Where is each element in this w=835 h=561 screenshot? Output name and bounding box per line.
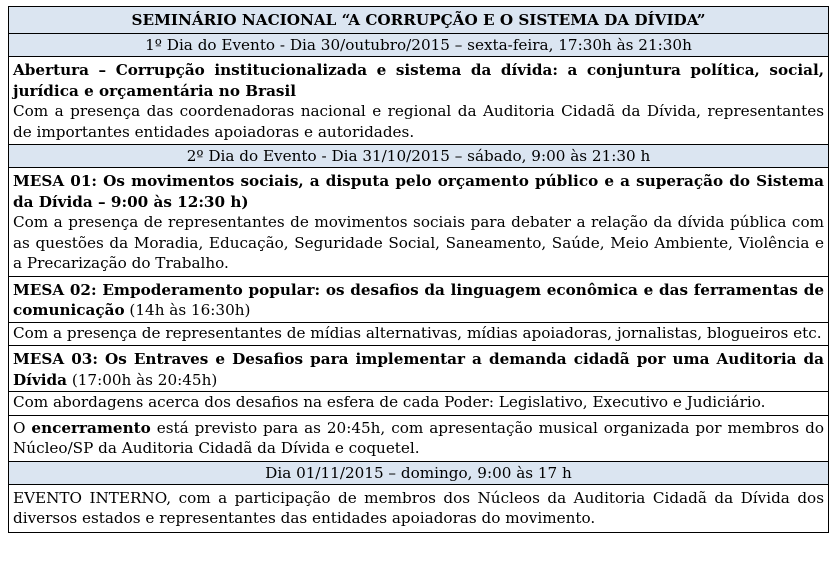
day3-section (9, 485, 828, 532)
mesa2-time: (14h às 16:30h) (124, 301, 251, 319)
mesa3-title: MESA 03: Os Entraves e Desafios para implementar a demanda cidadã por uma Auditoria da Dívida (13, 350, 824, 389)
mesa3-description: Com abordagens acerca dos desafios na esfera de cada Poder: Legislativo, Executivo e Judiciário. (13, 393, 766, 411)
day1-header (9, 34, 828, 57)
mesa2-section (9, 277, 828, 347)
mesa2-description: Com a presença de representantes de mídias alternativas, mídias apoiadoras, jornalistas, blogueiros etc. (13, 323, 822, 342)
mesa2-title: MESA 02: Empoderamento popular: os desafios da linguagem econômica e das ferramentas de comunicação (13, 280, 824, 319)
mesa3-section (9, 346, 828, 416)
mesa3-heading (9, 349, 828, 392)
mesa3-time: (17:00h às 20:45h) (67, 370, 218, 389)
opening-section (9, 57, 828, 145)
day2-header (9, 145, 828, 168)
day2-label: 2º Dia do Evento (186, 147, 317, 165)
day1-detail: - Dia 30/outubro/2015 – sexta-feira, 17:30h às 21:30h (275, 36, 692, 54)
mesa1-description: Com a presença de representantes de movimentos sociais para debater a relação da dívida pública com as questões da Moradia, Educação, Seguridade Social, Saneamento, Saúde, Meio Ambiente, Violência e a Precarização do Trabalho. (13, 213, 824, 272)
day2-detail: - Dia 31/10/2015 – sábado, 9:00 às 21:30 h (316, 147, 651, 165)
mesa1-title: MESA 01: Os movimentos sociais, a disputa pelo orçamento público e a superação do Sistema da Dívida – 9:00 às 12:30 h) (13, 172, 824, 211)
seminar-title: SEMINÁRIO NACIONAL “A CORRUPÇÃO E O SISTEMA DA DÍVIDA” (9, 7, 828, 34)
day1-label: 1º Dia do Evento (145, 36, 276, 54)
day3-header: Dia 01/11/2015 – domingo, 9:00 às 17 h (9, 462, 828, 485)
mesa1-section (9, 168, 828, 277)
day3-description: EVENTO INTERNO, com a participação de membros dos Núcleos da Auditoria Cidadã da Dívida dos diversos estados e representantes das entidades apoiadoras do movimento. (13, 488, 824, 527)
closing-keyword: encerramento (31, 418, 151, 437)
closing-text: está previsto para as 20:45h, com apresentação musical organizada por membros do Núcleo/SP da Auditoria Cidadã da Dívida e coquetel. (13, 418, 824, 457)
opening-description: Com a presença das coordenadoras nacional e regional da Auditoria Cidadã da Dívida, representantes de importantes entidades apoiadoras e autoridades. (13, 102, 824, 141)
closing-prefix: O (13, 418, 32, 437)
program-table (8, 6, 829, 533)
closing-section (9, 416, 828, 462)
mesa2-heading (9, 280, 828, 323)
opening-title: Abertura – Corrupção institucionalizada e sistema da dívida: a conjuntura política, social, jurídica e orçamentária no Brasil (13, 61, 824, 100)
